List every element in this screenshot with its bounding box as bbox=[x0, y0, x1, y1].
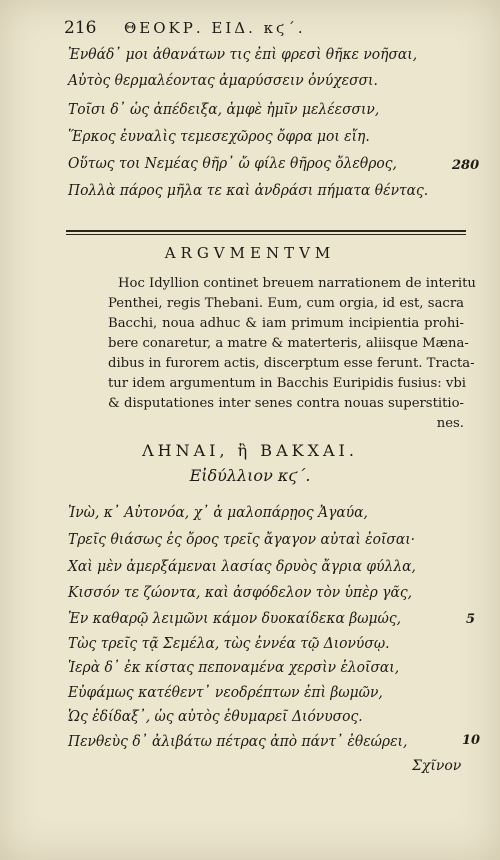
verse-line: Ἐνθάδ᾽ μοι ἀθανάτων τις ἐπὶ φρεσὶ θῆκε νοῆσαι, bbox=[68, 47, 418, 63]
idyll-title: ΛΗΝΑΙ, ἢ ΒΑΚΧΑΙ. bbox=[142, 441, 358, 460]
verse-line: Πολλὰ πάρος μῆλα τε καὶ ἀνδράσι πήματα θέντας. bbox=[68, 183, 429, 199]
argument-title: ARGVMENTVM bbox=[164, 244, 336, 262]
verse-line: Τὼς τρεῖς τᾷ Σεμέλα, τὼς ἐννέα τῷ Διονύσῳ. bbox=[68, 636, 390, 652]
verse-line: Χαὶ μὲν ἀμερξάμεναι λασίας δρυὸς ἄγρια φύλλα, bbox=[68, 559, 416, 575]
divider-rule bbox=[66, 230, 466, 232]
verse-line: Εὐφάμως κατέθεντ᾽ νεοδρέπτων ἐπὶ βωμῶν, bbox=[68, 685, 383, 701]
divider-rule bbox=[66, 234, 466, 235]
catchword: Σχῖνον bbox=[412, 758, 462, 774]
verse-line: Πενθεὺς δ᾽ ἀλιβάτω πέτρας ἀπὸ πάντ᾽ ἐθεώρει, bbox=[68, 734, 408, 750]
verse-line: Ἕρκος ἐυναλὶς τεμεσεχῶρος ὄφρα μοι εἴη. bbox=[68, 129, 370, 145]
running-title: ΘΕΟΚΡ. ΕΙΔ. κϛ΄. bbox=[124, 19, 306, 37]
page-header bbox=[64, 18, 444, 38]
verse-number: 10 bbox=[462, 733, 481, 748]
argument-line: & disputationes inter senes contra nouas superstitio- bbox=[108, 396, 464, 411]
verse-line: Αὐτὸς θερμαλέοντας ἀμαρύσσειν ὀνύχεσσι. bbox=[68, 73, 378, 89]
verse-line: Ὡς ἐδίδαξ᾽, ὡς αὐτὸς ἐθυμαρεῖ Διόνυσος. bbox=[68, 709, 363, 725]
argument-line: bere conaretur, a matre & materteris, aliisque Mæna- bbox=[108, 336, 469, 351]
verse-line: Τρεῖς θιάσως ἐς ὄρος τρεῖς ἄγαγον αὐταὶ ἐοῖσαι· bbox=[68, 532, 416, 548]
page-number: 216 bbox=[64, 18, 97, 38]
idyll-subtitle: Εἰδύλλιον κϛ΄. bbox=[189, 466, 311, 485]
argument-line: tur idem argumentum in Bacchis Euripidis fusius: vbi bbox=[108, 376, 467, 391]
verse-line: Οὕτως τοι Νεμέας θῆρ᾽ ὤ φίλε θῆρος ὄλεθρος, bbox=[68, 156, 397, 172]
verse-line: Κισσόν τε ζώοντα, καὶ ἀσφόδελον τὸν ὑπὲρ γᾶς, bbox=[68, 585, 412, 601]
verse-line: Τοῖσι δ᾽ ὡς ἀπέδειξα, ἀμφὲ ἡμῖν μελέεσσιν, bbox=[68, 102, 380, 118]
argument-line: nes. bbox=[436, 416, 464, 431]
verse-line: Ἐν καθαρῷ λειμῶνι κάμον δυοκαίδεκα βωμώς, bbox=[68, 611, 402, 627]
argument-line: Hoc Idyllion continet breuem narrationem de interitu bbox=[118, 276, 476, 291]
argument-line: Bacchi, noua adhuc & iam primum incipientia prohi- bbox=[108, 316, 464, 331]
argument-line: Penthei, regis Thebani. Eum, cum orgia, id est, sacra bbox=[108, 296, 464, 311]
verse-line: Ἰνὼ, κ᾽ Αὐτονόα, χ᾽ ἁ μαλοπάρῃος Ἀγαύα, bbox=[68, 505, 368, 521]
verse-number: 280 bbox=[452, 158, 480, 173]
verse-line: Ἱερὰ δ᾽ ἐκ κίστας πεποναμένα χερσὶν ἑλοῖσαι, bbox=[68, 660, 400, 676]
argument-line: dibus in furorem actis, discerptum esse ferunt. Tracta- bbox=[108, 356, 475, 371]
verse-number: 5 bbox=[466, 612, 476, 627]
